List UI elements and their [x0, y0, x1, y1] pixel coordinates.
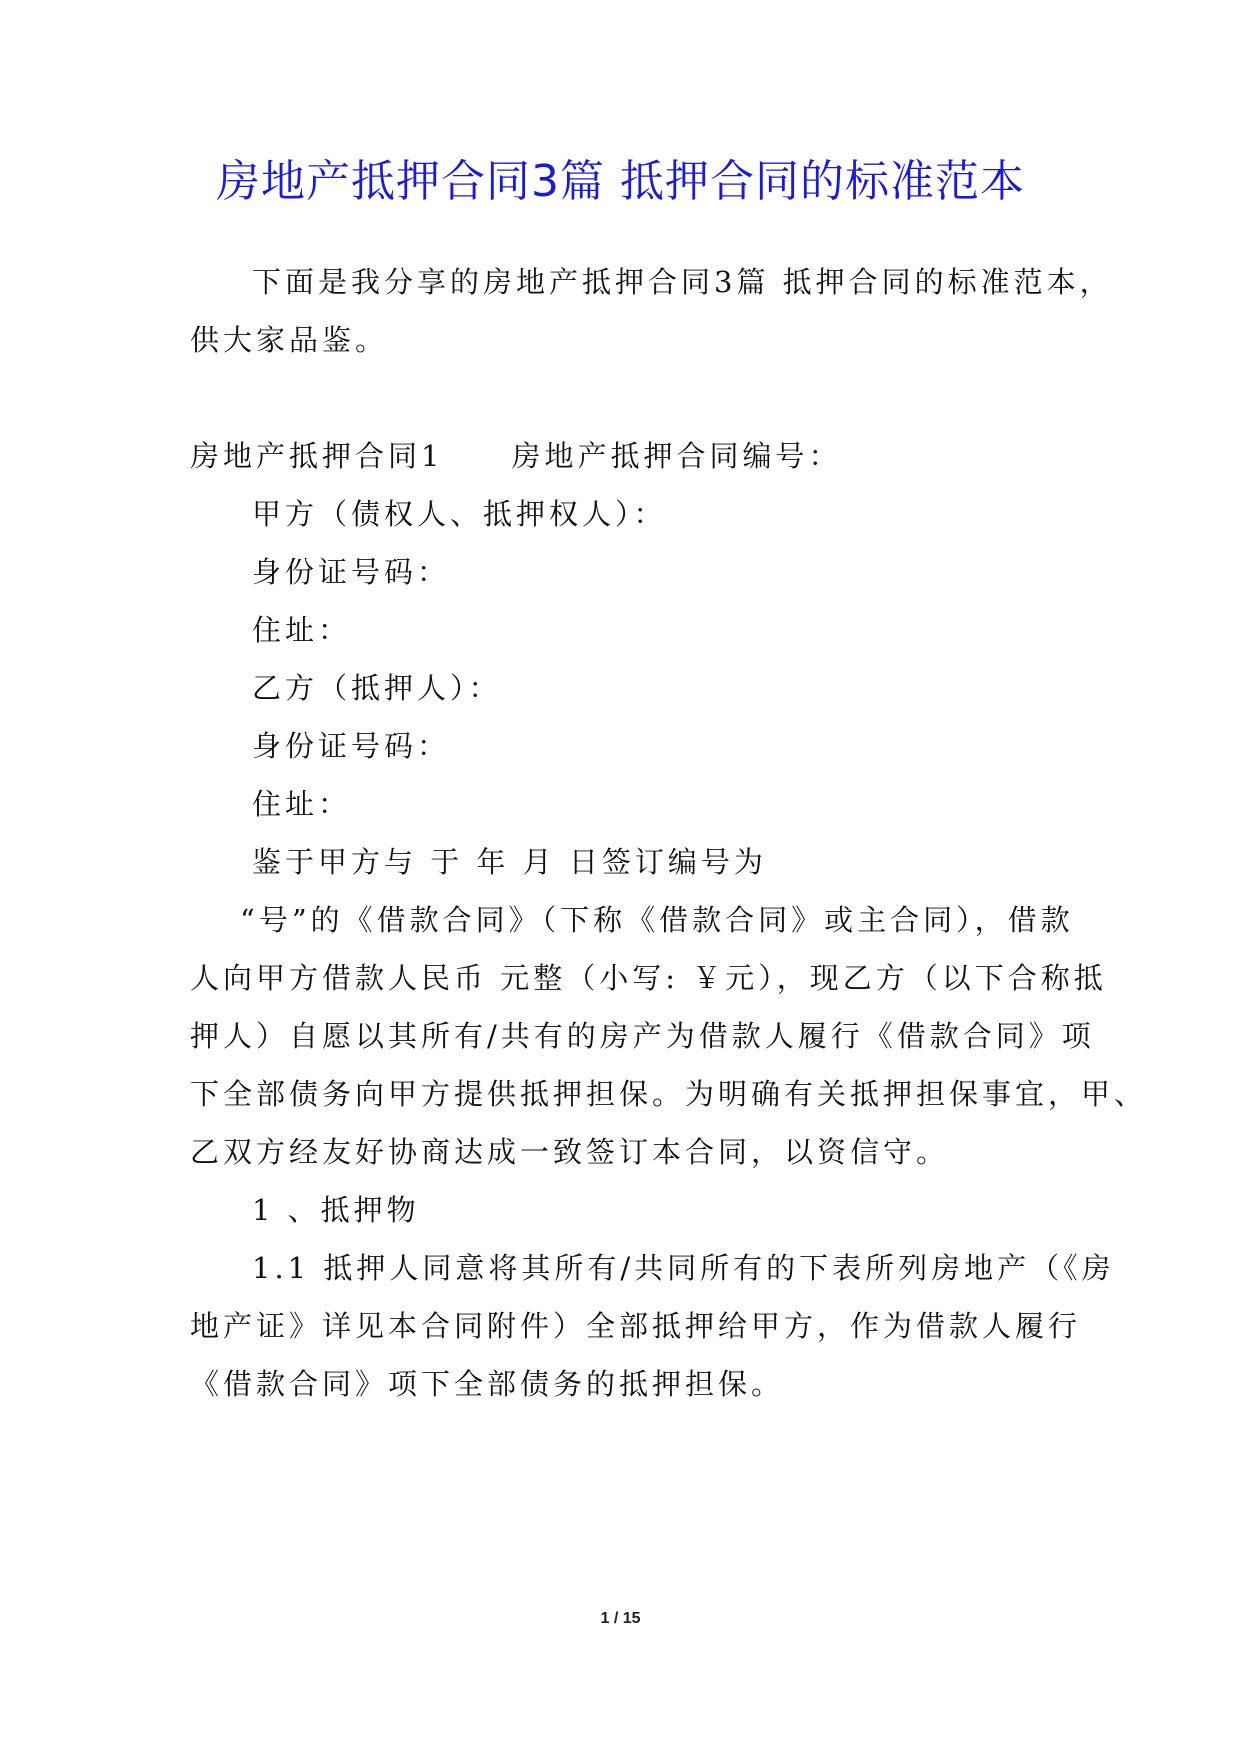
clause-line: 1.1 抵押人同意将其所有/共同所有的下表所列房地产（《房	[252, 1251, 1115, 1285]
paragraph-line: 押人）自愿以其所有/共有的房产为借款人履行《借款合同》项	[190, 1019, 1095, 1053]
party-line: 乙方（抵押人）：	[252, 671, 502, 705]
party-line: 甲方（债权人、抵押权人）：	[252, 497, 667, 531]
clause-line: 《借款合同》项下全部债务的抵押担保。	[190, 1367, 785, 1401]
contract-number-label: 房地产抵押合同编号：	[511, 439, 842, 473]
document-title: 房地产抵押合同3篇 抵押合同的标准范本	[216, 156, 1025, 207]
paragraph-line: 人向甲方借款人民币 元整（小写: ￥元），现乙方（以下合称抵	[190, 961, 1107, 995]
intro-line: 供大家品鉴。	[190, 323, 389, 357]
paragraph-line: 下全部债务向甲方提供抵押担保。为明确有关抵押担保事宜，甲、	[190, 1077, 1148, 1111]
party-line: 鉴于甲方与 于 年 月 日签订编号为	[252, 845, 767, 879]
party-line: 住址：	[252, 613, 352, 647]
clause-line: 地产证》详见本合同附件）全部抵押给甲方，作为借款人履行	[190, 1309, 1082, 1343]
paragraph-line: 乙双方经友好协商达成一致签订本合同，以资信守。	[190, 1135, 950, 1169]
party-line: 身份证号码：	[252, 555, 451, 589]
paragraph-line: “号”的《借款合同》（下称《借款合同》或主合同），借款	[240, 903, 1074, 937]
party-line: 身份证号码：	[252, 729, 451, 763]
clause-heading: 1 、抵押物	[252, 1193, 420, 1227]
party-line: 住址：	[252, 787, 352, 821]
section-heading	[190, 436, 841, 476]
page-number: 1 / 15	[600, 1610, 641, 1627]
intro-line: 下面是我分享的房地产抵押合同3篇 抵押合同的标准范本，	[252, 265, 1113, 299]
contract-title: 房地产抵押合同1	[190, 439, 444, 473]
